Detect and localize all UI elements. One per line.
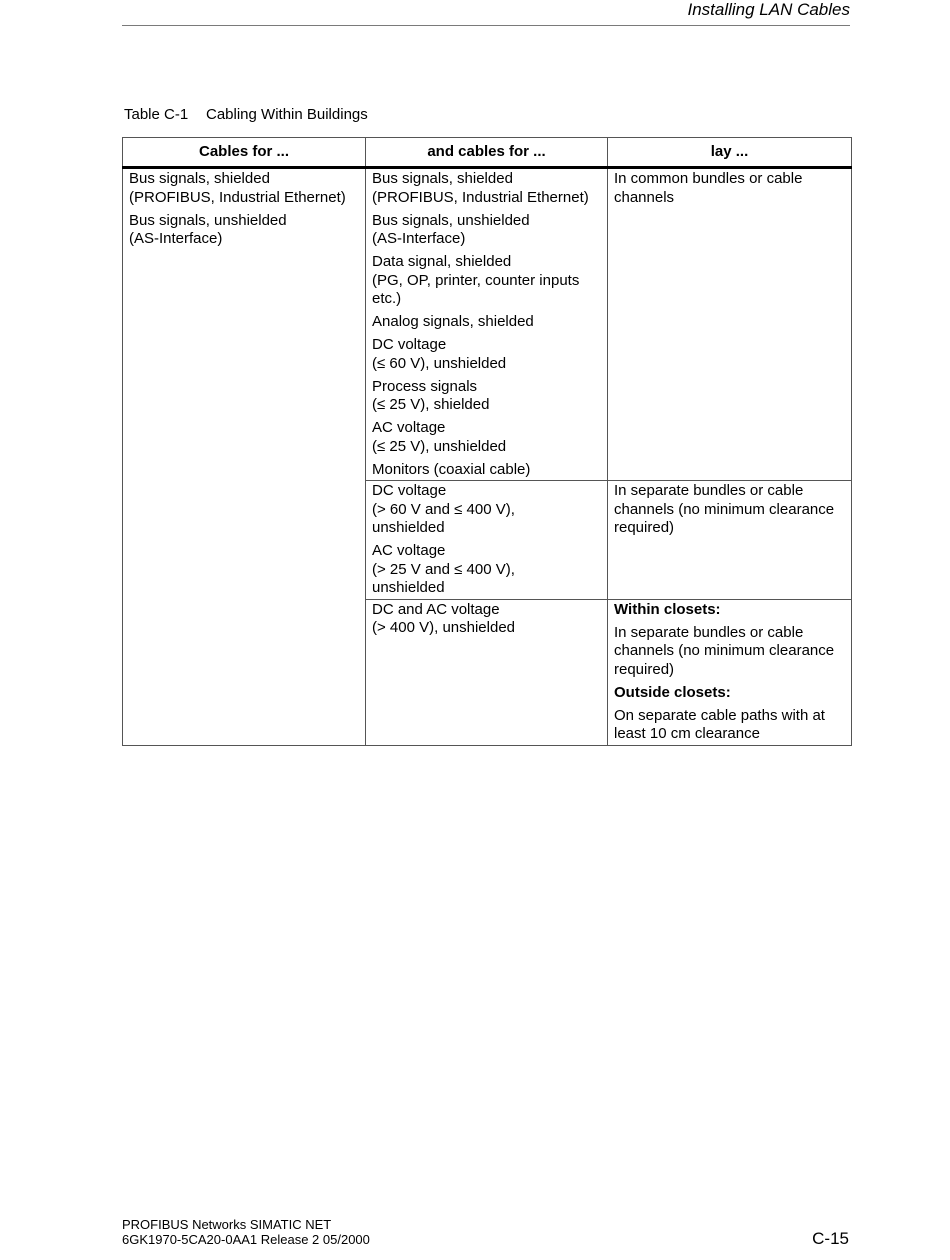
footer-publication [122, 1217, 370, 1247]
cable-entry-line: Data signal, shielded [372, 253, 512, 270]
table-header-row [123, 138, 852, 168]
cable-entry-line: DC voltage [372, 482, 447, 499]
cable-entry [372, 170, 601, 207]
column-header: Cables for ... [123, 138, 366, 168]
column-header: lay ... [608, 138, 852, 168]
lay-subheading: Within closets: [614, 600, 721, 618]
cable-entry-line: Bus signals, unshielded [129, 211, 287, 229]
cable-entry-line: (PROFIBUS, Industrial Ethernet) [372, 188, 589, 206]
cable-entry-line: Analog signals, shielded [372, 313, 534, 330]
and-cables-for-cell [366, 481, 608, 600]
header-rule [122, 25, 850, 26]
cable-entry [372, 419, 601, 456]
lay-subheading: Outside closets: [614, 683, 731, 701]
cable-entry [372, 601, 601, 638]
cable-entry-line: Bus signals, shielded [129, 170, 270, 187]
cable-entry-line: (≤ 60 V), unshielded [372, 354, 507, 372]
cable-entry [372, 336, 601, 373]
cable-entry [372, 253, 601, 309]
lay-cell [608, 481, 852, 600]
lay-instruction: On separate cable paths with at least 10 cm clearance [614, 706, 825, 742]
table-caption [124, 105, 368, 125]
cable-entry-line: (PG, OP, printer, counter inputs etc.) [372, 271, 580, 307]
table-title: Cabling Within Buildings [206, 106, 368, 123]
cable-entry-line: (AS-Interface) [372, 230, 466, 247]
running-header-title: Installing LAN Cables [687, 0, 850, 19]
cable-entry-line: Bus signals, unshielded [372, 211, 530, 229]
cable-entry [129, 212, 359, 249]
cable-entry-line: Process signals [372, 377, 478, 395]
column-header: and cables for ... [366, 138, 608, 168]
lay-instruction: In separate bundles or cable channels (no minimum clearance required) [614, 482, 835, 536]
cable-entry [129, 170, 359, 207]
cable-entry-line: (> 60 V and ≤ 400 V), [372, 500, 515, 518]
footer-line: 6GK1970-5CA20-0AA1 Release 2 05/2000 [122, 1232, 370, 1247]
cable-entry-line: (> 25 V and ≤ 400 V), [372, 560, 515, 578]
cable-entry [372, 482, 601, 538]
cable-entry-line: (> 400 V), unshielded [372, 619, 516, 636]
cable-entry-line: (PROFIBUS, Industrial Ethernet) [129, 188, 346, 206]
cables-for-cell [123, 168, 366, 746]
cable-entry [372, 212, 601, 249]
cable-entry [372, 378, 601, 415]
cable-entry-line: (≤ 25 V), shielded [372, 396, 490, 413]
lay-cell [608, 599, 852, 745]
cable-entry-line: unshielded [372, 519, 445, 536]
cable-entry [372, 542, 601, 598]
lay-cell [608, 168, 852, 481]
cable-entry [372, 313, 601, 332]
cable-entry-line: DC and AC voltage [372, 600, 500, 618]
cable-entry-line: DC voltage [372, 336, 447, 353]
page-number: C-15 [812, 1229, 849, 1248]
footer-line: PROFIBUS Networks SIMATIC NET [122, 1217, 332, 1232]
cable-entry-line: (≤ 25 V), unshielded [372, 437, 507, 455]
lay-instruction: In separate bundles or cable channels (no minimum clearance required) [614, 623, 835, 678]
lay-instruction: In common bundles or cable channels [614, 170, 803, 206]
cabling-table [122, 137, 852, 746]
cable-entry-line: AC voltage [372, 419, 446, 436]
table-number: Table C-1 [124, 106, 189, 123]
and-cables-for-cell [366, 168, 608, 481]
table-row [123, 168, 852, 481]
cable-entry-line: AC voltage [372, 542, 446, 559]
cable-entry-line: (AS-Interface) [129, 230, 223, 247]
cable-entry-line: Bus signals, shielded [372, 170, 513, 187]
cable-entry-line: Monitors (coaxial cable) [372, 460, 531, 478]
and-cables-for-cell [366, 599, 608, 745]
cable-entry [372, 461, 601, 480]
cable-entry-line: unshielded [372, 579, 445, 596]
